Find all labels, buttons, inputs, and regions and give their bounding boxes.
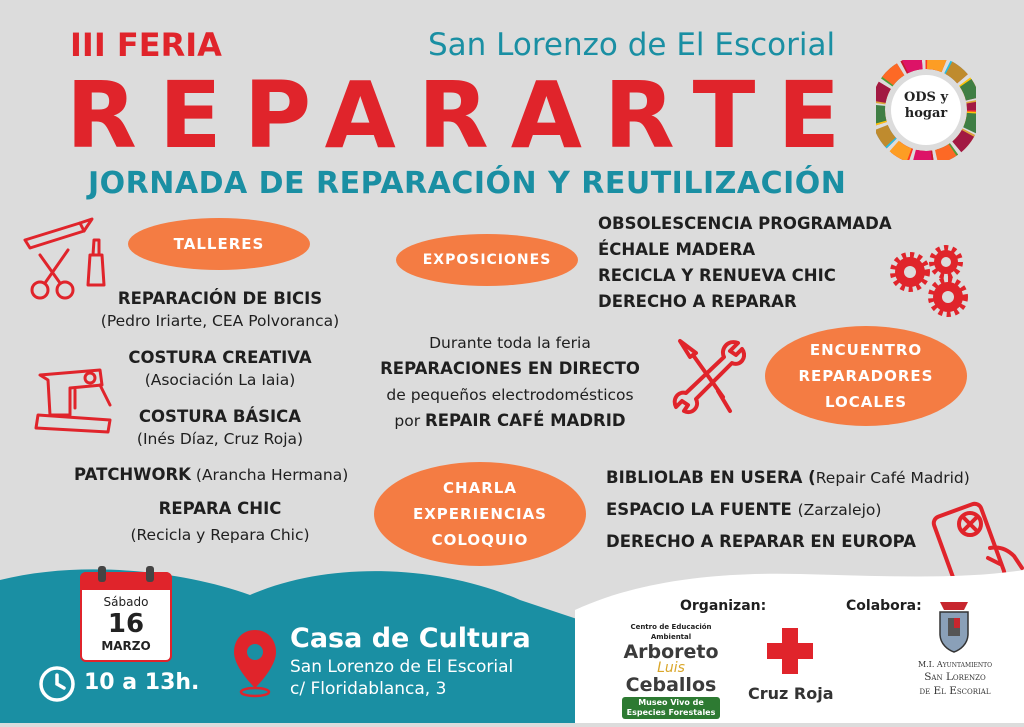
arboreto-name2: Luis — [657, 660, 685, 676]
taller-1-detail: (Pedro Iriarte, CEA Polvoranca) — [100, 312, 340, 330]
clock-icon — [38, 665, 76, 703]
taller-5-title: REPARA CHIC — [158, 499, 282, 518]
subtitle: JORNADA DE REPARACIÓN Y REUTILIZACIÓN — [88, 166, 847, 201]
directo-line4-prefix: por — [394, 412, 426, 430]
encuentro-line3: LOCALES — [825, 393, 907, 411]
cruz-roja-label: Cruz Roja — [748, 684, 834, 703]
arboreto-tag1: Museo Vivo de — [638, 698, 704, 707]
venue-town: San Lorenzo de El Escorial — [290, 657, 514, 677]
colabora-label: Colabora: — [846, 598, 922, 614]
directo-line2: REPARACIONES EN DIRECTO — [380, 359, 640, 378]
charla-item-3-title: DERECHO A REPARAR EN EUROPA — [606, 532, 916, 551]
directo-line3: de pequeños electrodomésticos — [386, 386, 634, 404]
directo-line4-bold: REPAIR CAFÉ MADRID — [425, 411, 626, 430]
ayto-line3: de El Escorial — [919, 685, 991, 697]
taller-2-title: COSTURA CREATIVA — [128, 348, 312, 367]
calendar-icon — [80, 566, 172, 662]
exposiciones-pill: EXPOSICIONES — [396, 234, 578, 286]
map-pin-icon — [232, 628, 278, 698]
charla-line1: CHARLA — [443, 479, 517, 497]
taller-4-title: PATCHWORK — [74, 465, 191, 484]
date-month: MARZO — [101, 639, 151, 653]
time-label: 10 a 13h. — [84, 670, 200, 695]
exposicion-1: OBSOLESCENCIA PROGRAMADA — [598, 214, 892, 233]
ods-wheel-icon — [876, 60, 976, 160]
organizan-label: Organizan: — [680, 598, 767, 614]
coat-of-arms-icon — [934, 600, 974, 654]
red-cross-icon — [767, 628, 813, 674]
taller-4-detail: (Arancha Hermana) — [190, 466, 349, 484]
wrench-screwdriver-icon — [668, 335, 746, 417]
main-title: REPARARTE — [66, 62, 863, 169]
sewing-machine-icon — [30, 360, 120, 440]
exposicion-3: RECICLA Y RENUEVA CHIC — [598, 266, 836, 285]
charla-item-1-title: BIBLIOLAB EN USERA ( — [606, 468, 816, 487]
arboreto-tag2: Especies Forestales — [626, 708, 716, 717]
taller-1-title: REPARACIÓN DE BICIS — [117, 289, 323, 308]
charla-item-1-detail: Repair Café Madrid) — [815, 469, 970, 487]
ayto-line2: San Lorenzo — [924, 671, 986, 683]
talleres-pill: TALLERES — [128, 218, 310, 270]
date-day: 16 — [107, 609, 145, 639]
taller-5-detail: (Recicla y Repara Chic) — [130, 526, 310, 544]
directo-line1: Durante toda la feria — [429, 334, 591, 352]
charla-line3: COLOQUIO — [431, 531, 529, 549]
ods-badge-line2: hogar — [904, 106, 948, 121]
exposicion-2: ÉCHALE MADERA — [598, 240, 756, 259]
location-title: San Lorenzo de El Escorial — [428, 27, 836, 63]
arboreto-name1: Arboreto — [623, 641, 719, 663]
arboreto-top: Centro de Educación Ambiental — [630, 623, 712, 641]
gears-icon — [888, 242, 972, 320]
taller-3-title: COSTURA BÁSICA — [138, 407, 302, 426]
charla-line2: EXPERIENCIAS — [413, 505, 547, 523]
encuentro-line2: REPARADORES — [798, 367, 934, 385]
encuentro-line1: ENCUENTRO — [809, 341, 923, 359]
taller-3-detail: (Inés Díaz, Cruz Roja) — [136, 430, 304, 448]
exposicion-4: DERECHO A REPARAR — [598, 292, 797, 311]
arboreto-logo — [616, 622, 726, 719]
charla-item-2-title: ESPACIO LA FUENTE — [606, 500, 798, 519]
taller-2-detail: (Asociación La Iaia) — [144, 371, 296, 389]
arboreto-name3: Ceballos — [625, 674, 717, 696]
venue-name: Casa de Cultura — [290, 623, 531, 654]
edition-label: III FERIA — [70, 26, 222, 64]
ods-badge-line1: ODS y — [903, 90, 949, 105]
ayto-line1: M.I. Ayuntamiento — [917, 660, 993, 669]
encuentro-pill — [765, 326, 967, 426]
venue-address: c/ Floridablanca, 3 — [290, 679, 447, 699]
charla-item-2-detail: (Zarzalejo) — [797, 501, 882, 519]
date-weekday: Sábado — [103, 595, 149, 609]
